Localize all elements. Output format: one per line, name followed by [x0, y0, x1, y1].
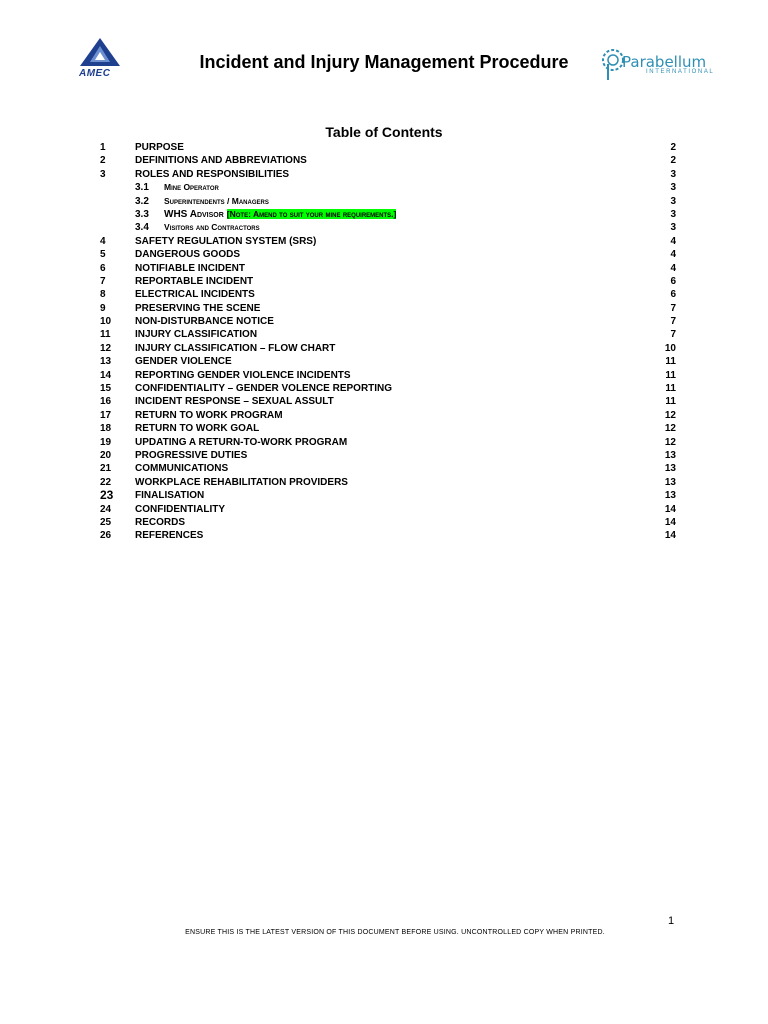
toc-subentry[interactable] — [100, 208, 678, 221]
toc-entry-label: UPDATING A RETURN-TO-WORK PROGRAM — [135, 436, 348, 448]
toc-entry[interactable] — [100, 248, 678, 261]
toc-entry-page: 14 — [664, 503, 676, 515]
toc-entry-label: FINALISATION — [135, 490, 205, 502]
toc-entry-label: Mine Operator — [164, 182, 219, 193]
toc-entry-number: 5 — [100, 249, 106, 261]
toc-entry-label: Visitors and Contractors — [164, 222, 260, 233]
toc-entry-page: 13 — [664, 449, 676, 461]
toc-entry-number: 3.1 — [135, 182, 149, 194]
toc-entry-label: PRESERVING THE SCENE — [135, 302, 261, 314]
toc-entry-page: 11 — [665, 369, 676, 381]
toc-entry-label: RETURN TO WORK GOAL — [135, 423, 260, 435]
toc-entry-label: RETURN TO WORK PROGRAM — [135, 409, 283, 421]
toc-entry-label: NOTIFIABLE INCIDENT — [135, 262, 245, 274]
toc-subentry[interactable] — [100, 181, 678, 194]
toc-entry-page: 11 — [665, 356, 676, 368]
highlighted-note: [Note: Amend to suit your mine requirements.] — [226, 208, 397, 219]
toc-entry-page: 3 — [670, 195, 676, 207]
toc-entry[interactable] — [100, 395, 678, 408]
toc-entry[interactable] — [100, 436, 678, 449]
toc-entry-label: COMMUNICATIONS — [135, 463, 229, 475]
toc-entry-number: 10 — [100, 316, 112, 328]
toc-entry-label: WORKPLACE REHABILITATION PROVIDERS — [135, 476, 348, 488]
toc-entry-page: 3 — [670, 182, 676, 194]
toc-entry[interactable] — [100, 382, 678, 395]
parabellum-logo-subtext: INTERNATIONAL — [646, 69, 715, 75]
toc-entry-number: 17 — [100, 409, 112, 421]
amec-logo-text: AMEC — [79, 68, 111, 79]
toc-entry[interactable] — [100, 462, 678, 475]
toc-entry-label: INCIDENT RESPONSE – SEXUAL ASSULT — [135, 396, 334, 408]
toc-entry-label: PURPOSE — [135, 142, 184, 153]
toc-entry-number: 24 — [100, 503, 112, 515]
toc-entry-page: 13 — [664, 463, 676, 475]
toc-subentry[interactable] — [100, 221, 678, 234]
toc-entry[interactable] — [100, 503, 678, 516]
toc-entry-number: 8 — [100, 289, 106, 301]
toc-entry-page: 3 — [670, 222, 676, 234]
toc-entry-label: Superintendents / Managers — [164, 195, 269, 206]
toc-entry-number: 20 — [100, 449, 112, 461]
toc-entry-number: 3.4 — [135, 222, 149, 234]
toc-entry-page: 12 — [664, 436, 676, 448]
toc-title: Table of Contents — [325, 124, 443, 140]
toc-entry[interactable] — [100, 141, 678, 154]
toc-entry-page: 7 — [670, 329, 676, 341]
toc-entry[interactable] — [100, 328, 678, 341]
toc-entry[interactable] — [100, 288, 678, 301]
toc-entry-number: 7 — [100, 275, 106, 287]
toc-entry[interactable] — [100, 275, 678, 288]
toc-entry-page: 11 — [665, 396, 676, 408]
parabellum-logo-text: Parabellum — [622, 53, 707, 71]
footer-notice: ENSURE THIS IS THE LATEST VERSION OF THIS DOCUMENT BEFORE USING. UNCONTROLLED COPY WHEN PRINTED. — [185, 929, 605, 936]
page-number: 1 — [668, 915, 675, 927]
toc-entry-number: 9 — [100, 302, 106, 314]
toc-entry[interactable] — [100, 342, 678, 355]
toc-entry-number: 22 — [100, 476, 112, 488]
toc-entry-number: 13 — [100, 356, 112, 368]
toc-entry[interactable] — [100, 315, 678, 328]
toc-subentry[interactable] — [100, 195, 678, 208]
toc-entry-page: 3 — [670, 168, 676, 180]
toc-entry[interactable] — [100, 355, 678, 368]
toc-entry-number: 2 — [100, 155, 106, 167]
toc-entry-number: 6 — [100, 262, 106, 274]
toc-entry-page: 12 — [664, 423, 676, 435]
toc-entry-label: ELECTRICAL INCIDENTS — [135, 289, 255, 301]
toc-entry-number: 14 — [100, 369, 112, 381]
toc-entry-label: INJURY CLASSIFICATION — [135, 329, 258, 341]
toc-entry-page: 4 — [670, 235, 676, 247]
toc-entry[interactable] — [100, 489, 678, 502]
toc-entry-label: REFERENCES — [135, 530, 204, 542]
toc-entry-number: 15 — [100, 383, 112, 395]
toc-entry-label: ROLES AND RESPONSIBILITIES — [135, 168, 290, 180]
toc-entry[interactable] — [100, 516, 678, 529]
toc-entry-number: 3 — [100, 168, 106, 180]
toc-entry-label: NON-DISTURBANCE NOTICE — [135, 316, 274, 328]
toc-entry-label: INJURY CLASSIFICATION – FLOW CHART — [135, 342, 336, 354]
toc-entry-page: 6 — [670, 289, 676, 301]
toc-entry[interactable] — [100, 422, 678, 435]
toc-entry-label: PROGRESSIVE DUTIES — [135, 449, 248, 461]
toc-entry-number: 3.2 — [135, 195, 149, 207]
toc-entry-label: GENDER VIOLENCE — [135, 356, 232, 368]
toc-entry-page: 2 — [670, 155, 676, 167]
toc-entry-label: CONFIDENTIALITY – GENDER VOLENCE REPORTING — [135, 383, 393, 395]
toc-entry-page: 14 — [664, 530, 676, 542]
toc-entry-number: 25 — [100, 516, 112, 528]
toc-entry[interactable] — [100, 262, 678, 275]
toc-entry-label: RECORDS — [135, 516, 186, 528]
toc-entry-number: 21 — [100, 463, 112, 475]
toc-entry-label: REPORTABLE INCIDENT — [135, 275, 254, 287]
toc-entry-page: 14 — [664, 516, 676, 528]
toc-entry[interactable] — [100, 235, 678, 248]
document-title: Incident and Injury Management Procedure — [199, 52, 569, 72]
toc-entry-number: 3.3 — [135, 208, 149, 220]
toc-entry-number: 18 — [100, 423, 112, 435]
toc-list — [100, 141, 678, 543]
toc-entry-label: DANGEROUS GOODS — [135, 249, 241, 261]
toc-entry-page: 2 — [670, 142, 676, 153]
toc-entry[interactable] — [100, 476, 678, 489]
parabellum-logo-icon — [600, 42, 715, 82]
toc-entry-number: 19 — [100, 436, 112, 448]
toc-entry-number: 1 — [100, 142, 106, 153]
toc-entry-page: 6 — [670, 275, 676, 287]
toc-entry[interactable] — [100, 154, 678, 167]
toc-entry[interactable] — [100, 168, 678, 181]
toc-entry-label: REPORTING GENDER VIOLENCE INCIDENTS — [135, 369, 351, 381]
toc-entry-page: 4 — [670, 262, 676, 274]
toc-entry-page: 10 — [664, 342, 676, 354]
toc-entry-label: WHS Advisor — [164, 208, 224, 220]
toc-entry-page: 11 — [665, 383, 676, 395]
toc-entry-number: 16 — [100, 396, 112, 408]
toc-entry-number: 11 — [100, 329, 111, 341]
toc-entry-label: SAFETY REGULATION SYSTEM (SRS) — [135, 235, 317, 247]
toc-entry-page: 7 — [670, 316, 676, 328]
toc-entry-label: DEFINITIONS AND ABBREVIATIONS — [135, 155, 307, 167]
toc-entry-page: 7 — [670, 302, 676, 314]
toc-entry[interactable] — [100, 529, 678, 542]
toc-entry-number: 23 — [100, 488, 114, 503]
toc-entry-number: 4 — [100, 235, 106, 247]
toc-entry-page: 3 — [670, 208, 676, 220]
toc-entry[interactable] — [100, 409, 678, 422]
toc-entry-number: 26 — [100, 530, 112, 542]
toc-entry-page: 12 — [664, 409, 676, 421]
toc-entry[interactable] — [100, 369, 678, 382]
toc-entry-number: 12 — [100, 342, 112, 354]
toc-entry-label: CONFIDENTIALITY — [135, 503, 225, 515]
toc-entry[interactable] — [100, 302, 678, 315]
toc-entry-page: 4 — [670, 249, 676, 261]
toc-entry-page: 13 — [664, 476, 676, 488]
toc-entry-page: 13 — [664, 490, 676, 502]
toc-entry[interactable] — [100, 449, 678, 462]
